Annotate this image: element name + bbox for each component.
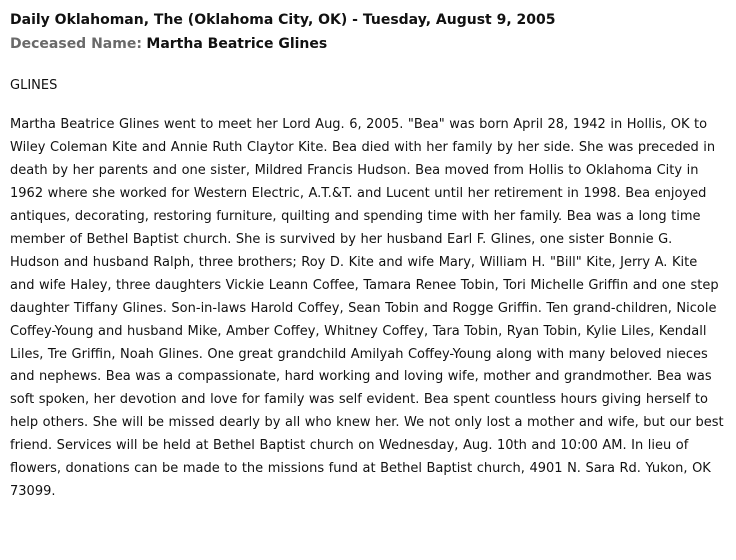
- obituary-body: Martha Beatrice Glines went to meet her Lord Aug. 6, 2005. "Bea" was born April 28, 1942 in Hollis, OK to Wiley Coleman Kite and Annie Ruth Claytor Kite. Bea died with her family by her side. She was preceded in death by her parents and one sister, Mildred Francis Hudson. Bea moved from Hollis to Oklahoma City in 1962 where she worked for Western Electric, A.T.&T. and Lucent until her retirement in 1998. Bea enjoyed antiques, decorating, restoring furniture, quilting and spending time with her family. Bea was a long time member of Bethel Baptist church. She is survived by her husband Earl F. Glines, one sister Bonnie G. Hudson and husband Ralph, three brothers; Roy D. Kite and wife Mary, William H. "Bill" Kite, Jerry A. Kite and wife Haley, three daughters Vickie Leann Coffee, Tamara Renee Tobin, Tori Michelle Griffin and one step daughter Tiffany Glines. Son-in-laws Harold Coffey, Sean Tobin and Rogge Griffin. Ten grand-children, Nicole Coffey-Young and husband Mike, Amber Coffey, Whitney Coffey, Tara Tobin, Ryan Tobin, Kylie Liles, Kendall Liles, Tre Griffin, Noah Glines. One great grandchild Amilyah Coffey-Young along with many beloved nieces and nephews. Bea was a compassionate, hard working and loving wife, mother and grandmother. Bea was soft spoken, her devotion and love for family was self evident. Bea spent countless hours giving herself to help others. She will be missed dearly by all who knew her. We not only lost a mother and wife, but our best friend. Services will be held at Bethel Baptist church on Wednesday, Aug. 10th and 10:00 AM. In lieu of flowers, donations can be made to the missions fund at Bethel Baptist church, 4901 N. Sara Rd. Yukon, OK 73099.: [10, 117, 724, 500]
- newspaper-headline: Daily Oklahoman, The (Oklahoma City, OK) - Tuesday, August 9, 2005: [10, 12, 556, 28]
- deceased-name-label: Deceased Name:: [10, 36, 142, 52]
- obituary-surname: GLINES: [10, 78, 58, 93]
- deceased-name-line: [10, 34, 726, 54]
- deceased-name-value: Martha Beatrice Glines: [146, 36, 328, 52]
